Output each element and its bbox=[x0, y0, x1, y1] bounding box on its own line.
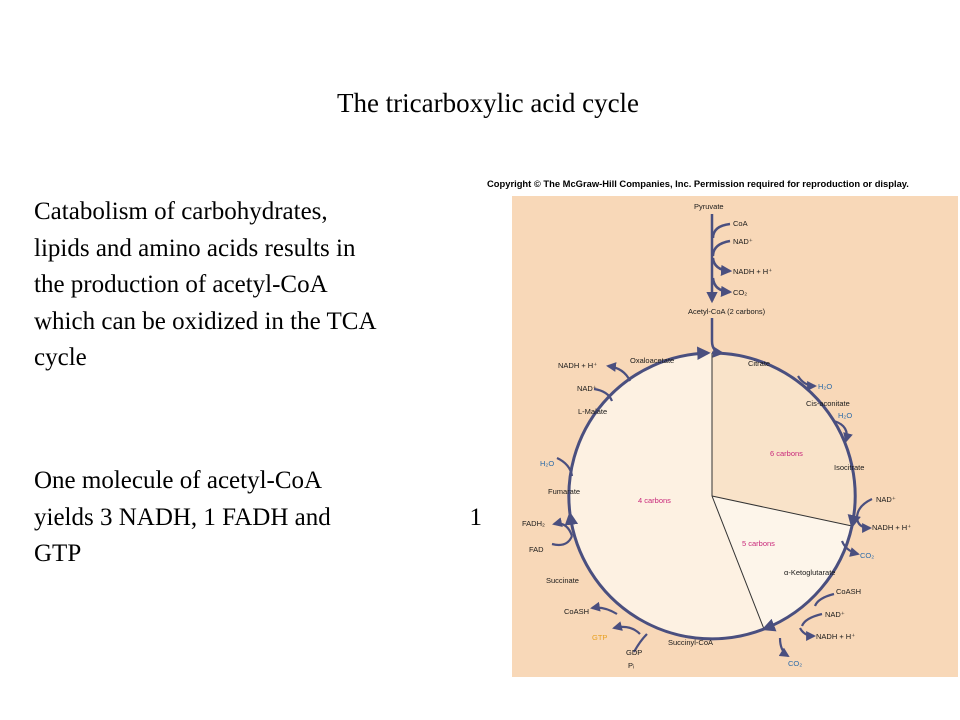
label-gdp: GDP bbox=[626, 648, 643, 657]
paragraph-line bbox=[34, 500, 482, 537]
label-co2: CO₂ bbox=[860, 551, 875, 560]
paragraph-line: One molecule of acetyl-CoA bbox=[34, 467, 323, 494]
label-isocitrate: Isocitrate bbox=[834, 463, 865, 472]
label-cis-aconitate: Cis-aconitate bbox=[806, 399, 850, 408]
region-label-5-carbons: 5 carbons bbox=[742, 539, 775, 548]
label-malate: L-Malate bbox=[578, 407, 608, 416]
label-succinyl-coa: Succinyl-CoA bbox=[668, 638, 714, 647]
region-label-4-carbons: 4 carbons bbox=[638, 496, 671, 505]
paragraph-line-left: yields 3 NADH, 1 FADH and bbox=[34, 503, 331, 531]
paragraph-line: Catabolism of carbohydrates, bbox=[34, 198, 328, 225]
label-pi: Pᵢ bbox=[628, 661, 635, 670]
label-acetyl-coa: Acetyl-CoA (2 carbons) bbox=[688, 307, 766, 316]
label-h2o: H₂O bbox=[818, 382, 833, 391]
label-succinate: Succinate bbox=[546, 576, 579, 585]
label-nadh: NADH + H⁺ bbox=[558, 361, 598, 370]
copyright-notice: Copyright © The McGraw-Hill Companies, Inc. Permission required for reproduction or display. bbox=[487, 178, 909, 189]
paragraph-line: lipids and amino acids results in bbox=[34, 234, 356, 262]
tca-cycle-diagram bbox=[512, 196, 958, 677]
label-coash: CoASH bbox=[564, 607, 590, 616]
label-nad: NAD⁺ bbox=[733, 237, 753, 246]
label-nadh: NADH + H⁺ bbox=[816, 632, 856, 641]
label-oxaloacetate: Oxaloacetate bbox=[630, 356, 675, 365]
label-coash: CoASH bbox=[836, 587, 862, 596]
paragraph-line: GTP bbox=[34, 540, 82, 567]
paragraph-line: which can be oxidized in the TCA bbox=[34, 307, 377, 335]
label-gtp: GTP bbox=[592, 633, 608, 642]
paragraph-line: cycle bbox=[34, 344, 87, 371]
paragraph-line: the production of acetyl-CoA bbox=[34, 271, 328, 298]
label-fumarate: Fumarate bbox=[548, 487, 581, 496]
label-pyruvate: Pyruvate bbox=[694, 202, 724, 211]
label-ketoglutarate: α-Ketoglutarate bbox=[784, 568, 836, 577]
label-nadh: NADH + H⁺ bbox=[872, 523, 912, 532]
label-coa: CoA bbox=[733, 219, 748, 228]
paragraph-catabolism bbox=[34, 194, 482, 377]
label-nad: NAD⁺ bbox=[825, 610, 845, 619]
page-title: The tricarboxylic acid cycle bbox=[336, 88, 640, 118]
label-nadh: NADH + H⁺ bbox=[733, 267, 773, 276]
label-fadh2: FADH₂ bbox=[522, 519, 545, 528]
label-fad: FAD bbox=[529, 545, 544, 554]
label-h2o: H₂O bbox=[540, 459, 555, 468]
label-nad: NAD⁺ bbox=[876, 495, 896, 504]
label-nad: NAD⁺ bbox=[577, 384, 597, 393]
label-citrate: Citrate bbox=[748, 359, 771, 368]
label-co2: CO₂ bbox=[788, 659, 803, 668]
paragraph-line-right: 1 bbox=[469, 503, 482, 531]
label-co2: CO₂ bbox=[733, 288, 748, 297]
region-label-6-carbons: 6 carbons bbox=[770, 449, 803, 458]
label-h2o: H₂O bbox=[838, 411, 853, 420]
paragraph-yield bbox=[34, 463, 482, 573]
